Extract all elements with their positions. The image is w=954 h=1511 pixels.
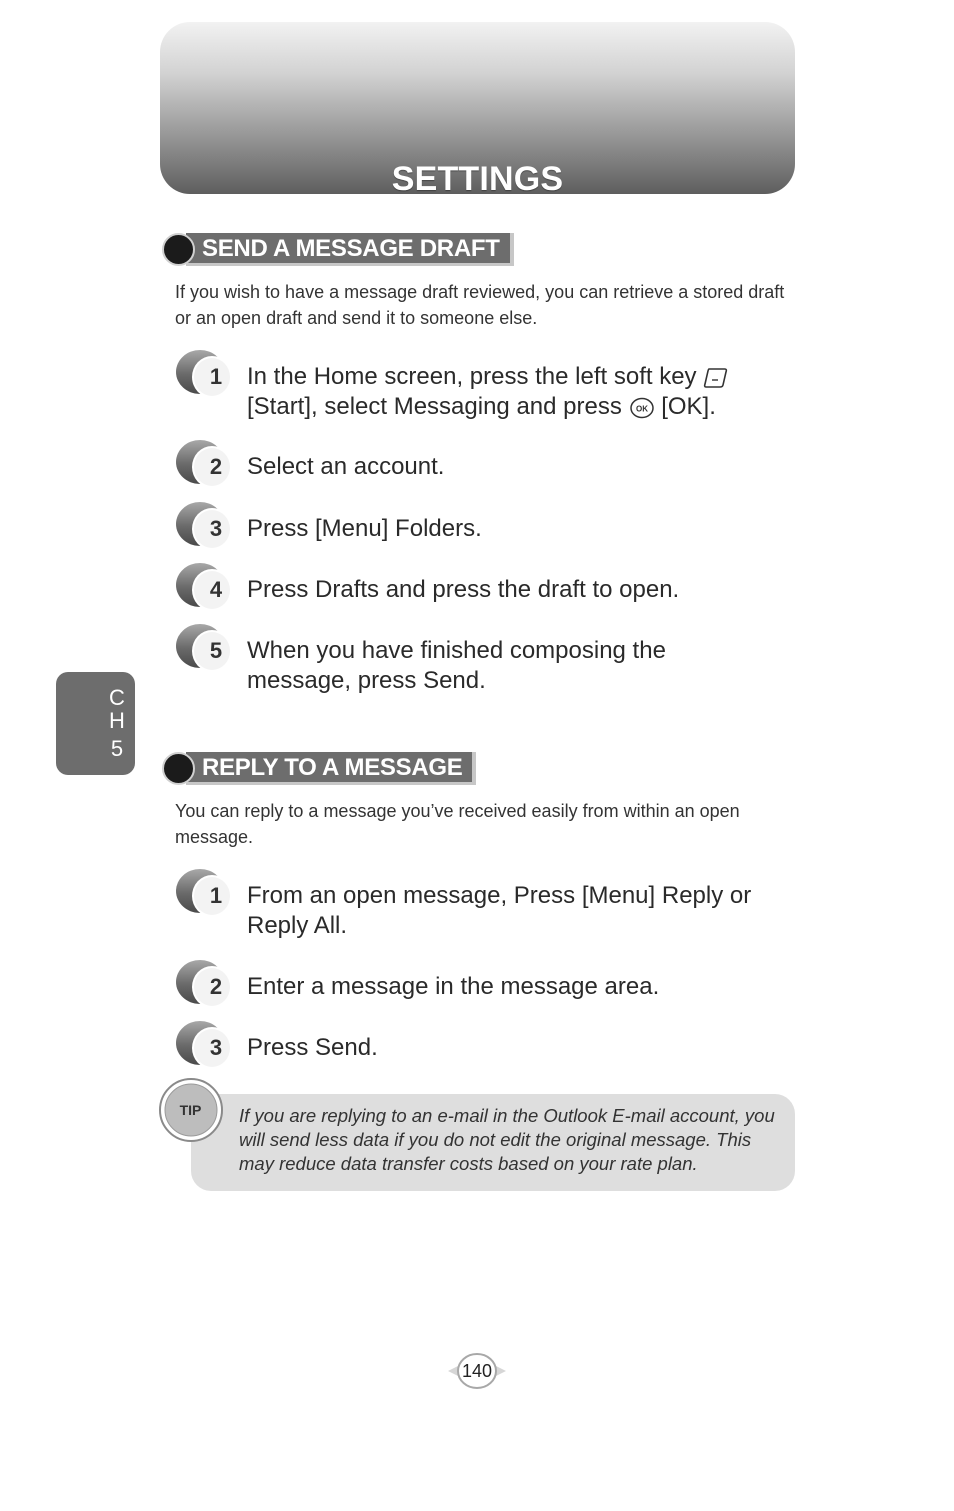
step-text-part: [Start], select Messaging and press — [247, 393, 622, 420]
svg-text:OK: OK — [635, 404, 648, 414]
step-number: 4 — [209, 577, 223, 602]
section-intro: If you wish to have a message draft reviewed, you can retrieve a stored draft or an open draft and send it to someone else. — [175, 282, 785, 328]
section-heading-label: SEND A MESSAGE DRAFT — [186, 233, 514, 266]
chapter-header-banner — [160, 22, 795, 198]
chapter-tab — [56, 672, 135, 775]
step-number: 1 — [209, 364, 223, 389]
section-intro: You can reply to a message you’ve received easily from within an open message. — [175, 801, 740, 847]
step-number: 2 — [209, 454, 223, 479]
step-text: From an open message, Press [Menu] Reply or Reply All. — [247, 882, 752, 939]
page-number-badge — [446, 1352, 508, 1390]
chapter-tab-number: 5 — [110, 736, 124, 761]
step-text: Enter a message in the message area. — [247, 973, 660, 1000]
chapter-tab-letter-h: H — [109, 708, 125, 733]
tip-text: If you are replying to an e-mail in the Outlook E-mail account, you will send less data if you do not edit the original message. This may reduce data transfer costs based on your rate plan. — [239, 1105, 775, 1174]
step-number: 3 — [209, 516, 223, 541]
step-text: Press Send. — [247, 1034, 378, 1061]
step-text: Select an account. — [247, 453, 445, 480]
section-heading-label: REPLY TO A MESSAGE — [186, 752, 476, 785]
step-number: 5 — [209, 638, 223, 663]
step-text-part: [OK]. — [661, 393, 716, 420]
tip-label: TIP — [179, 1102, 202, 1118]
step-text: Press Drafts and press the draft to open. — [247, 576, 680, 603]
page-title: SETTINGS — [391, 160, 564, 198]
page-number: 140 — [461, 1361, 493, 1381]
chapter-tab-letter-c: C — [109, 685, 125, 710]
step-text-part: In the Home screen, press the left soft key — [247, 363, 697, 390]
step-text — [247, 362, 792, 422]
tip-box — [191, 1094, 795, 1191]
step-number: 2 — [209, 974, 223, 999]
ok-key-icon — [629, 396, 655, 420]
section-bullet-icon — [162, 233, 195, 266]
step-number: 3 — [209, 1035, 223, 1060]
step-text: When you have finished composing the message, press Send. — [247, 637, 666, 694]
step-text: Press [Menu] Folders. — [247, 515, 482, 542]
step-number: 1 — [209, 883, 223, 908]
left-soft-key-icon — [703, 366, 729, 390]
section-bullet-icon — [162, 752, 195, 785]
